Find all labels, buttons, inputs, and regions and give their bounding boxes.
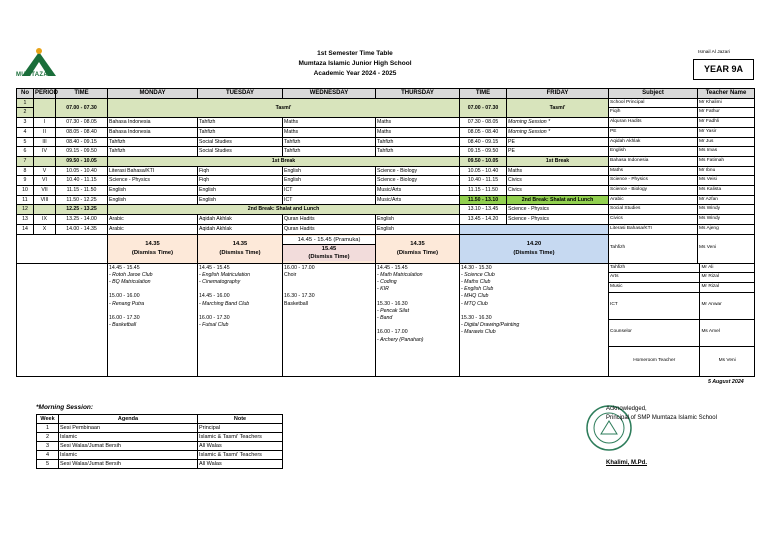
dismiss-time: 14.20 — [526, 240, 542, 247]
ms-week: 4 — [37, 451, 59, 460]
row-number: 7 — [17, 156, 34, 166]
friday-subject-cell: Civics — [507, 186, 609, 196]
teacher-name: Ms Veni — [698, 234, 755, 263]
teacher-subject: Science - Physics — [609, 176, 698, 186]
teacher-subject: Science - Biology — [609, 186, 698, 196]
thursday-cell: Science - Biology — [376, 176, 460, 186]
teacher-name: Mr Khalimi — [698, 98, 755, 108]
activities-row — [17, 263, 755, 376]
dismiss-label: (Dismiss Time) — [396, 249, 439, 256]
tuesday-cell: English — [198, 195, 283, 205]
table-row — [17, 176, 755, 186]
activity-line: - Math Matriculation — [377, 271, 423, 278]
morning-session-title: *Morning Session: — [36, 404, 94, 411]
wednesday-cell: Quran Hadits — [283, 224, 376, 234]
ms-agenda: Sesi Walas/Jumat Bersih — [59, 460, 198, 469]
timetable — [16, 88, 755, 377]
activity-line: - Science Club — [461, 271, 495, 278]
teacher-name: Mr Anwar — [700, 292, 754, 319]
table-row — [17, 156, 755, 166]
wed-activities-cell — [283, 263, 376, 376]
teacher-name: Ms Amel — [700, 319, 754, 346]
activity-line: 16.30 - 17.30 — [284, 293, 315, 300]
teacher-subject: Tahfizh — [609, 264, 700, 273]
row-number: 2 — [17, 108, 34, 118]
row-number: 3 — [17, 118, 34, 128]
activity-line: 16.00 - 17.30 — [199, 314, 230, 321]
row-number: 14 — [17, 224, 34, 234]
table-row — [17, 205, 755, 215]
friday-tasmi-cell: Tasmi' — [507, 98, 609, 117]
row-number: 1 — [17, 98, 34, 108]
mon-activities-cell — [108, 263, 198, 376]
period-cell: VI — [34, 176, 56, 186]
ms-row — [37, 451, 283, 460]
friday-time-cell: 07.00 - 07.30 — [460, 98, 507, 117]
friday-subject-cell: 1st Break — [507, 156, 609, 166]
teacher-name: Mr Rizal — [700, 282, 754, 292]
wednesday-cell: Maths — [283, 118, 376, 128]
teacher-subject: Counselor — [609, 319, 700, 346]
activity-line — [377, 293, 458, 300]
activity-line: - MTQ Club — [461, 300, 488, 307]
thursday-cell: English — [376, 224, 460, 234]
activity-line: 16.00 - 17.00 — [377, 329, 408, 336]
tuesday-cell: Fiqh — [198, 166, 283, 176]
tuesday-cell: Tahfizh — [198, 127, 283, 137]
time-cell: 09.50 - 10.05 — [56, 156, 108, 166]
teacher-row — [609, 273, 754, 283]
teacher-row — [609, 319, 754, 346]
table-row — [17, 166, 755, 176]
ms-row — [37, 424, 283, 433]
signatory-name: Khalimi, M.Pd. — [606, 460, 648, 466]
tuesday-cell: Social Studies — [198, 137, 283, 147]
thu-activities-cell — [376, 263, 460, 376]
mon-dismiss-cell — [108, 234, 198, 263]
activity-line: - Marching Band Club — [199, 300, 250, 307]
monday-cell: Science - Physics — [108, 176, 198, 186]
ms-note: All Walas — [198, 460, 283, 469]
teacher-subject: Maths — [609, 166, 698, 176]
wednesday-cell: Tahfizh — [283, 137, 376, 147]
tuesday-cell: Aqidah Akhlak — [198, 215, 283, 225]
teacher-name: Ms Fatimah — [698, 156, 755, 166]
col-header: WEDNESDAY — [283, 89, 376, 99]
thursday-cell: Tahfizh — [376, 137, 460, 147]
dismiss-label: (Dismiss Time) — [131, 249, 174, 256]
acknowledgement — [606, 405, 717, 423]
teacher-name: Ms Kalista — [698, 186, 755, 196]
tue-dismiss-cell — [198, 234, 283, 263]
logo-text: MUMTAZA — [16, 72, 48, 78]
wednesday-cell: ICT — [283, 186, 376, 196]
monday-cell: English — [108, 195, 198, 205]
wednesday-cell: Quran Hadits — [283, 215, 376, 225]
teacher-name: Mr Fathur — [698, 108, 755, 118]
monday-cell: Tahfizh — [108, 137, 198, 147]
period-cell: VIII — [34, 195, 56, 205]
tuesday-cell: Social Studies — [198, 147, 283, 157]
activity-line: - Archery (Panahan) — [377, 336, 424, 343]
activity-line: 14.45 - 15.45 — [199, 264, 230, 271]
activity-line: 14.45 - 16.00 — [199, 293, 230, 300]
ms-week: 1 — [37, 424, 59, 433]
tue-activities-cell — [198, 263, 283, 376]
activity-line — [461, 308, 607, 315]
ms-note: Islamic & Tasmi' Teachers — [198, 451, 283, 460]
teacher-subject: Bahasa Indonesia — [609, 156, 698, 166]
row-number: 13 — [17, 215, 34, 225]
thursday-cell: Maths — [376, 118, 460, 128]
table-row — [17, 127, 755, 137]
ms-note: All Walas — [198, 442, 283, 451]
row-number: 4 — [17, 127, 34, 137]
activity-line: - Cinematography — [199, 278, 241, 285]
monday-cell: Literasi Bahasa/KTI — [108, 166, 198, 176]
period-cell: I — [34, 118, 56, 128]
activity-line: 15.30 - 16.30 — [377, 300, 408, 307]
table-row — [17, 98, 755, 108]
activity-line — [199, 286, 281, 293]
activity-line: - Marawis Club — [461, 329, 496, 336]
friday-time-cell: 08.40 - 09.15 — [460, 137, 507, 147]
activity-line: 15.30 - 16.30 — [461, 314, 492, 321]
time-cell: 07.00 - 07.30 — [56, 98, 108, 117]
dismiss-time: 14.35 — [145, 240, 160, 247]
thu-dismiss-cell — [376, 234, 460, 263]
teacher-name: Ms Veisi — [698, 176, 755, 186]
wednesday-cell: Maths — [283, 127, 376, 137]
ack-line: Principal of SMP Mumtaza Islamic School — [606, 415, 717, 421]
teacher-subject: Fiqih — [609, 108, 698, 118]
time-cell: 12.25 - 13.25 — [56, 205, 108, 215]
friday-time-cell: 10.40 - 11.15 — [460, 176, 507, 186]
activity-line: - Digital Drawing/Painting — [461, 322, 520, 329]
ms-row — [37, 460, 283, 469]
table-row — [17, 186, 755, 196]
teacher-row — [609, 264, 754, 273]
wed-dismiss-cell — [283, 234, 376, 263]
thursday-cell: Music/Arts — [376, 186, 460, 196]
thursday-cell: Music/Arts — [376, 195, 460, 205]
teacher-subject: Arts — [609, 273, 700, 283]
friday-subject-cell: Science - Physics — [507, 215, 609, 225]
period-cell — [34, 98, 56, 117]
teacher-name: Ms Windy — [698, 215, 755, 225]
blank-cell — [17, 234, 108, 263]
activity-line — [199, 308, 281, 315]
teacher-subject: Arabic — [609, 195, 698, 205]
time-cell: 11.15 - 11.50 — [56, 186, 108, 196]
teacher-name: Mr Ibnu — [698, 166, 755, 176]
thursday-cell: Maths — [376, 127, 460, 137]
dismiss-label: (Dismiss Time) — [219, 249, 261, 256]
teacher-subject: Tahfizh — [609, 234, 698, 263]
wednesday-cell: English — [283, 176, 376, 186]
row-number: 12 — [17, 205, 34, 215]
monday-cell: English — [108, 186, 198, 196]
activity-line: - English Club — [461, 286, 494, 293]
ms-col-header: Agenda — [59, 415, 198, 424]
ms-col-header: Week — [37, 415, 59, 424]
teacher-subject: Aqidah Akhlak — [609, 137, 698, 147]
teacher-subject: Civics — [609, 215, 698, 225]
teacher-subject: Social Studies — [609, 205, 698, 215]
monday-cell: Arabic — [108, 215, 198, 225]
class-label: YEAR 9A — [693, 59, 754, 80]
prepared-by: Ismail Al Jazari — [698, 50, 730, 55]
thursday-cell: Tahfizh — [376, 147, 460, 157]
activity-line: 14.45 - 15.45 — [377, 264, 408, 271]
col-header: TIME — [56, 89, 108, 99]
period-cell: IX — [34, 215, 56, 225]
activity-line: 14.45 - 15.45 — [109, 264, 140, 271]
ms-agenda: Islamic — [59, 451, 198, 460]
teacher-subject: English — [609, 147, 698, 157]
ms-row — [37, 433, 283, 442]
title-line: 1st Semester Time Table — [317, 50, 393, 57]
dismiss-time: 14.35 — [232, 240, 248, 247]
teacher-name: Ms Windy — [698, 205, 755, 215]
pramuka-time: 14.45 - 15.45 (Pramuka) — [283, 236, 375, 245]
teacher-name: Ms Veni — [718, 357, 736, 363]
ms-week: 2 — [37, 433, 59, 442]
dismiss-time: 14.35 — [410, 240, 425, 247]
activity-line: - Pencak Silat — [377, 307, 410, 314]
friday-subject-cell: Morning Session * — [507, 118, 609, 128]
friday-time-cell: 09.50 - 10.05 — [460, 156, 507, 166]
friday-time-cell: 09.15 - 09.50 — [460, 147, 507, 157]
period-cell — [34, 156, 56, 166]
col-header: No — [17, 89, 34, 99]
activity-line: - Coding — [377, 278, 397, 285]
time-cell: 09.15 - 09.50 — [56, 147, 108, 157]
dismiss-time: 15.45 — [283, 245, 375, 253]
thursday-cell: Science - Biology — [376, 166, 460, 176]
friday-time-cell: 13.45 - 14.20 — [460, 215, 507, 225]
teacher-subject: Alquran Hadits — [609, 118, 698, 128]
activity-line: - Band — [377, 314, 393, 321]
teacher-name: Mr Yasir — [698, 127, 755, 137]
thursday-cell: English — [376, 215, 460, 225]
row-number: 10 — [17, 186, 34, 196]
teacher-subject: School Principal — [609, 98, 698, 108]
col-header: PERIOD — [34, 89, 56, 99]
fri-activities-cell — [460, 263, 609, 376]
row-number: 8 — [17, 166, 34, 176]
teacher-row — [609, 346, 754, 376]
friday-subject-cell: PE — [507, 137, 609, 147]
row-number: 11 — [17, 195, 34, 205]
tuesday-cell: Aqidah Akhlak — [198, 224, 283, 234]
dismiss-label: (Dismiss Time) — [513, 249, 555, 256]
friday-time-cell: 07.30 - 08.05 — [460, 118, 507, 128]
friday-subject-cell: PE — [507, 147, 609, 157]
friday-subject-cell: Maths — [507, 166, 609, 176]
break-cell: 1st Break — [108, 156, 460, 166]
period-cell: III — [34, 137, 56, 147]
ms-agenda: Sesi Pembinaan — [59, 424, 198, 433]
ms-week: 3 — [37, 442, 59, 451]
blank-cell — [17, 263, 108, 376]
activity-line: - Futsal Club — [199, 322, 229, 329]
friday-subject-cell: Science - Physics — [507, 205, 609, 215]
activity-line — [284, 279, 374, 286]
table-row — [17, 195, 755, 205]
activity-line: - MHQ Club — [461, 293, 489, 300]
tasmi-cell: Tasmi' — [108, 98, 460, 117]
time-cell: 11.50 - 12.25 — [56, 195, 108, 205]
row-number: 9 — [17, 176, 34, 186]
break-cell: 2nd Break: Shalat and Lunch — [108, 205, 460, 215]
monday-cell: Tahfizh — [108, 147, 198, 157]
teacher-name: Ms Ajeng — [698, 224, 755, 234]
period-cell — [34, 205, 56, 215]
dismiss-label: (Dismiss Time) — [283, 253, 375, 261]
time-cell: 10.40 - 11.15 — [56, 176, 108, 186]
ms-header-row — [37, 415, 283, 424]
ms-agenda: Islamic — [59, 433, 198, 442]
ack-line: Acknowledged, — [606, 406, 647, 412]
teacher-name: Mr Jus — [698, 137, 755, 147]
tuesday-cell: Tahfizh — [198, 118, 283, 128]
title-line: Academic Year 2024 - 2025 — [313, 70, 397, 77]
friday-empty-cell — [460, 224, 609, 234]
teacher-name: Mr Azfan — [698, 195, 755, 205]
extra-teachers-table — [609, 264, 754, 376]
friday-subject-cell: Civics — [507, 176, 609, 186]
ms-week: 5 — [37, 460, 59, 469]
period-cell: VII — [34, 186, 56, 196]
activity-line: Choir — [284, 271, 297, 278]
col-header: FRIDAY — [507, 89, 609, 99]
friday-subject-cell: Morning Session * — [507, 127, 609, 137]
wednesday-cell: Tahfizh — [283, 147, 376, 157]
title-line: Mumtaza Islamic Junior High School — [298, 60, 412, 67]
friday-time-cell: 11.15 - 11.50 — [460, 186, 507, 196]
teacher-row — [609, 282, 754, 292]
activity-line: 14.30 - 15.30 — [461, 264, 492, 271]
teacher-subject: Homeroom Teacher — [609, 346, 700, 376]
ms-col-header: Note — [198, 415, 283, 424]
time-cell: 08.05 - 08.40 — [56, 127, 108, 137]
tuesday-cell: English — [198, 186, 283, 196]
friday-time-cell: 11.50 - 13.10 — [460, 195, 507, 205]
period-cell: II — [34, 127, 56, 137]
period-cell: X — [34, 224, 56, 234]
table-row — [17, 215, 755, 225]
time-cell: 13.25 - 14.00 — [56, 215, 108, 225]
period-cell: IV — [34, 147, 56, 157]
activity-line: - Basketball — [109, 322, 137, 329]
table-row — [17, 224, 755, 234]
activity-line: - English Matriculation — [199, 271, 251, 278]
teacher-name: Mr Rizal — [700, 273, 754, 283]
time-cell: 10.05 - 10.40 — [56, 166, 108, 176]
teacher-subject: Literasi Bahasa/KTI — [609, 224, 698, 234]
monday-cell: Arabic — [108, 224, 198, 234]
teacher-subject: Music — [609, 282, 700, 292]
col-header: Subject — [609, 89, 698, 99]
tuesday-cell: Fiqh — [198, 176, 283, 186]
activity-line: 16.00 - 17.00 — [284, 264, 315, 271]
time-cell: 08.40 - 09.15 — [56, 137, 108, 147]
col-header: Teacher Name — [698, 89, 755, 99]
activity-line — [377, 322, 458, 329]
activity-line — [284, 286, 374, 293]
teacher-name: Mr Fadhli — [698, 118, 755, 128]
monday-cell: Bahasa Indonesia — [108, 127, 198, 137]
col-header: TUESDAY — [198, 89, 283, 99]
teacher-row — [609, 292, 754, 319]
activity-line: - Renang Putra — [109, 300, 145, 307]
teacher-subject: PE — [609, 127, 698, 137]
activity-line: 16.00 - 17.30 — [109, 314, 140, 321]
monday-cell: Bahasa Indonesia — [108, 118, 198, 128]
col-header: THURSDAY — [376, 89, 460, 99]
table-row — [17, 118, 755, 128]
col-header: MONDAY — [108, 89, 198, 99]
time-cell: 14.00 - 14.35 — [56, 224, 108, 234]
dismiss-row — [17, 234, 755, 263]
ms-note: Principal — [198, 424, 283, 433]
teacher-name: Ms Imas — [698, 147, 755, 157]
friday-time-cell: 13.10 - 13.45 — [460, 205, 507, 215]
activity-line: 15.00 - 16.00 — [109, 293, 140, 300]
activity-line: - KIR — [377, 286, 389, 293]
document-date: 5 August 2024 — [708, 379, 744, 385]
activity-line: - BQ Matriculation — [109, 278, 151, 285]
fri-dismiss-cell — [460, 234, 609, 263]
time-cell: 07.30 - 08.05 — [56, 118, 108, 128]
activity-line — [109, 286, 196, 293]
friday-time-cell: 10.05 - 10.40 — [460, 166, 507, 176]
period-cell: V — [34, 166, 56, 176]
morning-session-table — [36, 414, 283, 469]
header-row — [17, 89, 755, 99]
activity-line — [109, 308, 196, 315]
row-number: 6 — [17, 147, 34, 157]
col-header: TIME — [460, 89, 507, 99]
friday-time-cell: 08.05 - 08.40 — [460, 127, 507, 137]
teacher-name: Mr Ali — [700, 264, 754, 273]
ms-note: Islamic & Tasmi' Teachers — [198, 433, 283, 442]
ms-row — [37, 442, 283, 451]
extra-teachers-cell — [609, 263, 755, 376]
activity-line: Basketball — [284, 300, 308, 307]
wednesday-cell: English — [283, 166, 376, 176]
table-row — [17, 137, 755, 147]
document-title — [250, 49, 460, 79]
row-number: 5 — [17, 137, 34, 147]
friday-subject-cell: 2nd Break: Shalat and Lunch — [507, 195, 609, 205]
activity-line: - Maths Club — [461, 278, 491, 285]
activity-line: - Rotoh Jaroe Club — [109, 271, 153, 278]
table-row — [17, 147, 755, 157]
teacher-subject: ICT — [609, 292, 700, 319]
wednesday-cell: ICT — [283, 195, 376, 205]
ms-agenda: Sesi Walas/Jumat Bersih — [59, 442, 198, 451]
